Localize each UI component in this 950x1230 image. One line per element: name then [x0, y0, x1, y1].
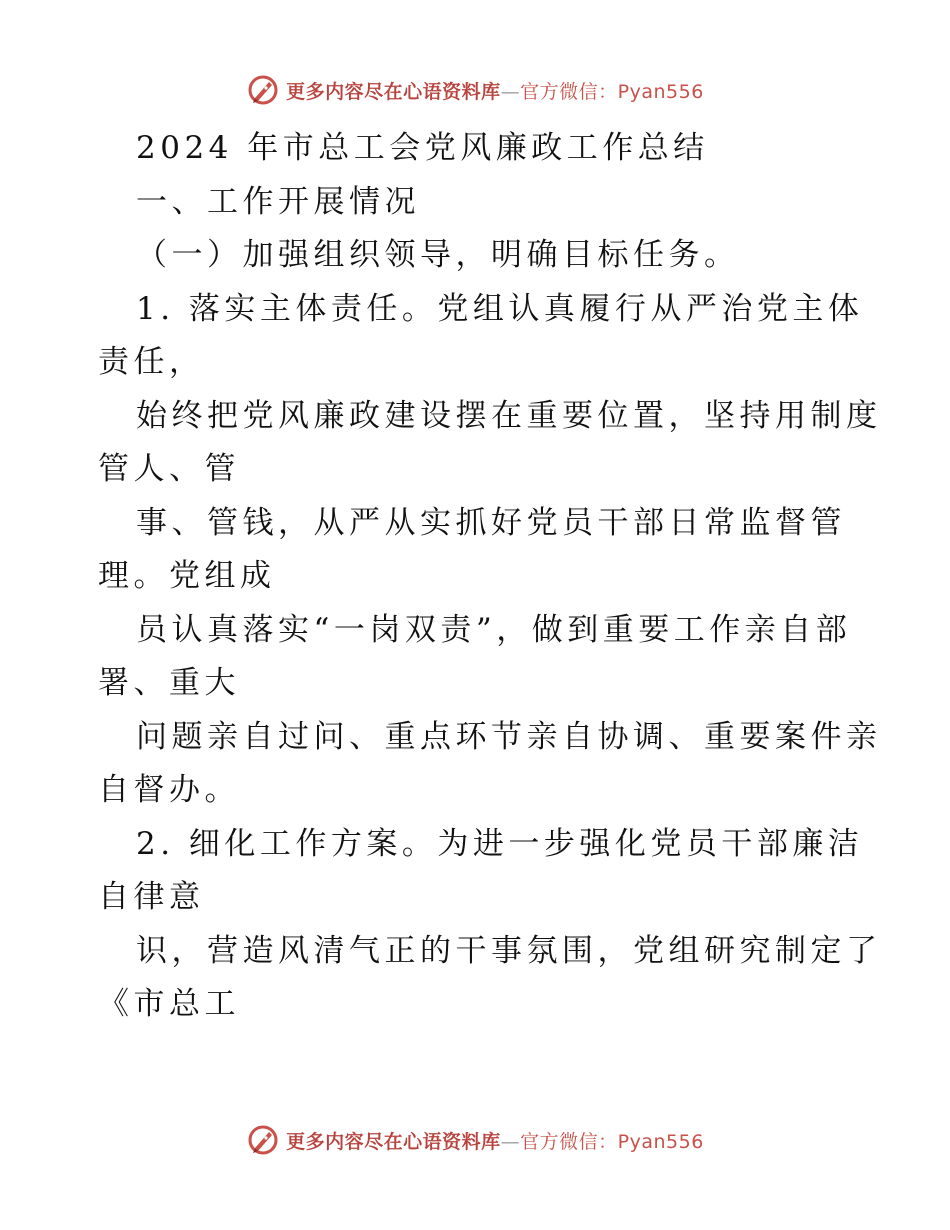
subsection-heading: （一）加强组织领导，明确目标任务。 — [136, 237, 740, 273]
banner-text: 更多内容尽在心语资料库—官方微信：Pyan556 — [286, 80, 704, 103]
pen-logo-icon — [246, 1123, 280, 1157]
header-banner — [0, 70, 950, 110]
paragraph-line: 1. 落实主体责任。党组认真履行从严治党主体 — [136, 290, 864, 327]
paragraph-line: 管人、管 — [98, 451, 240, 487]
document-title: 2024 年市总工会党风廉政工作总结 — [136, 130, 709, 166]
paragraph-line: 识，营造风清气正的干事氛围，党组研究制定了 — [136, 932, 882, 969]
paragraph-line: 始终把党风廉政建设摆在重要位置，坚持用制度 — [136, 397, 882, 434]
section-heading: 一、工作开展情况 — [136, 183, 420, 220]
paragraph-line: 自律意 — [98, 879, 205, 915]
footer-banner — [0, 1120, 950, 1160]
document-body — [98, 122, 882, 1032]
paragraph-line: 自督办。 — [98, 772, 240, 808]
paragraph-line: 责任， — [98, 344, 205, 380]
paragraph-line: 问题亲自过问、重点环节亲自协调、重要案件亲 — [136, 718, 882, 755]
banner-text: 更多内容尽在心语资料库—官方微信：Pyan556 — [286, 1130, 704, 1153]
paragraph-line: 员认真落实“一岗双责”，做到重要工作亲自部 — [136, 611, 852, 648]
paragraph-line: 事、管钱，从严从实抓好党员干部日常监督管 — [136, 504, 846, 541]
paragraph-line: 署、重大 — [98, 665, 240, 701]
paragraph-line: 理。党组成 — [98, 558, 276, 594]
paragraph-line: 《市总工 — [98, 986, 240, 1022]
paragraph-line: 2. 细化工作方案。为进一步强化党员干部廉洁 — [136, 825, 864, 862]
pen-logo-icon — [246, 73, 280, 107]
